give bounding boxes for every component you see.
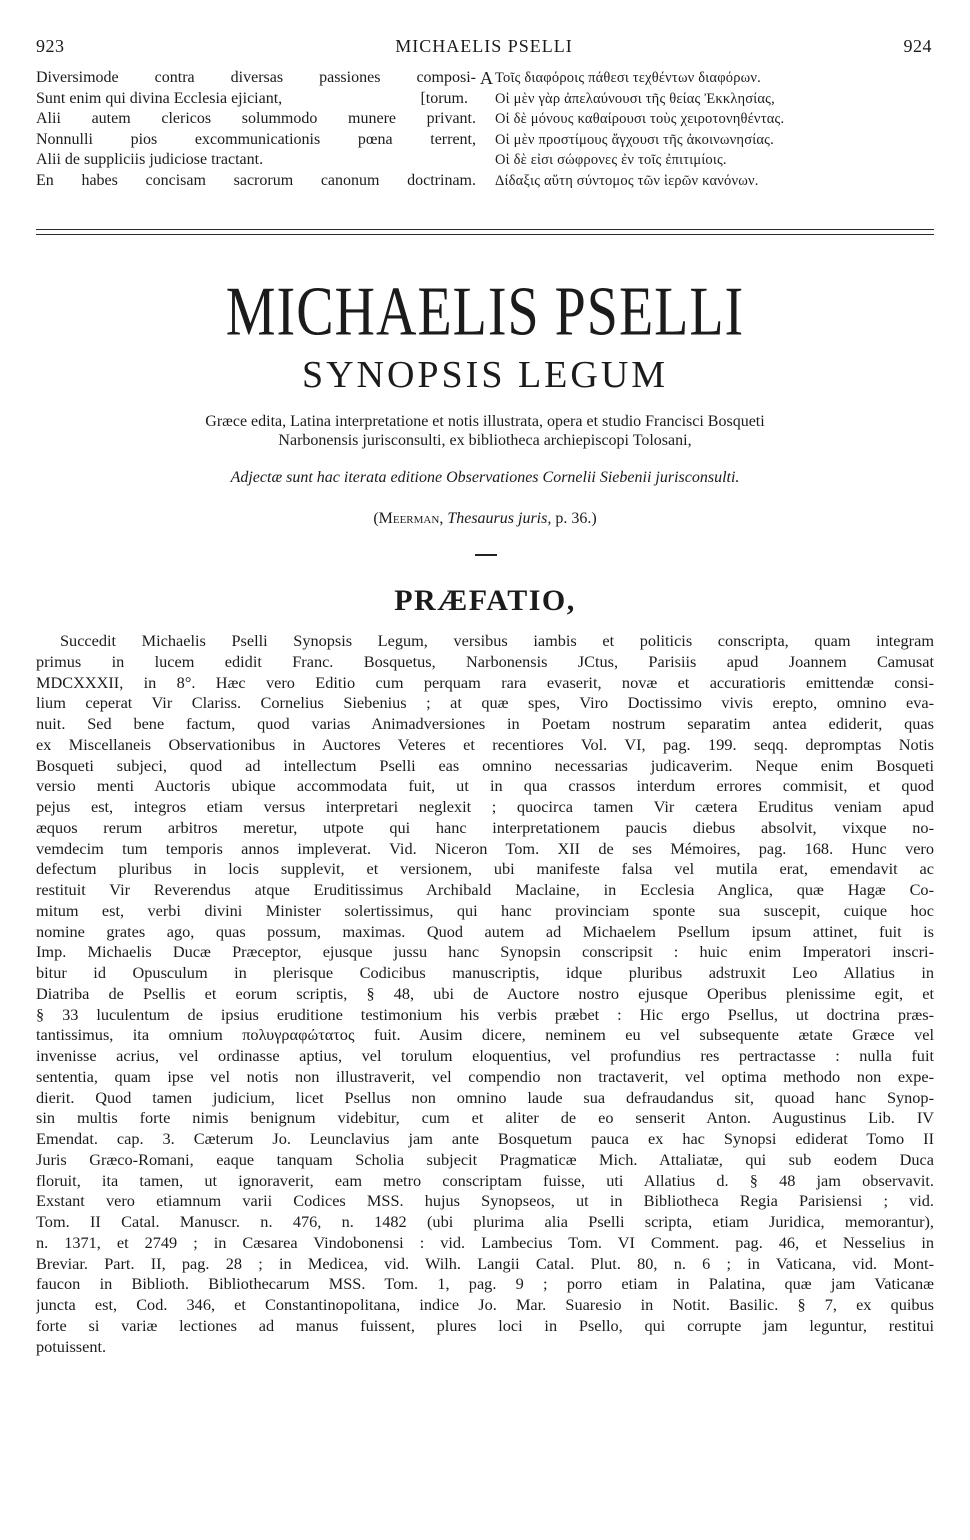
preface-text-line: pejus est, integros etiam versus interpretari neglexit ; quocirca tamen Vir cætera Eruditus veniam apud [36, 797, 934, 816]
preface-text-line: vemdecim tum temporis annos impleverat. Vid. Niceron Tom. XII de ses Mémoires, pag. 168. Hunc vero [36, 838, 934, 858]
column-marker: A [480, 68, 493, 88]
preface-text-line: Diatriba de Psellis et eorum scriptis, § 48, ubi de Auctore nostro ejusque Operibus plenissime egit, et [36, 983, 934, 1003]
running-header [36, 36, 932, 60]
preface-text-line: floruit, ita tamen, ut ignoraverit, eam metro conscriptam fuisse, uti Allatius d. § 48 jam observavit. [36, 1170, 934, 1190]
preface-text-line: defectum pluribus in locis supplevit, et versionem, ubi manifeste falsa vel mutila erat, emendavit ac [36, 859, 934, 879]
preface-text-line: potuissent. [36, 1336, 107, 1356]
preface-text-line: Bosqueti subjeci, quod ad intellectum Pselli eas omnino necessarias judicaverim. Neque enim Bosqueti [36, 755, 934, 775]
preface-text-line: Exstant vero etiamnum varii Codices MSS. hujus Synopseos, ut in Bibliotheca Regia Parisiensi ; vid. [36, 1191, 934, 1211]
preface-text-line: ex Miscellaneis Observationibus in Auctores Veteres et recentiores Vol. VI, pag. 199. seqq. depromptas Notis [36, 734, 934, 754]
source-citation: (Meerman, Thesaurus juris, p. 36.) [373, 510, 597, 527]
preface-text-line: Tom. II Catal. Manuscr. n. 476, n. 1482 (ubi plurima alia Pselli scripta, etiam Juridica, memorantur), [36, 1212, 934, 1231]
preface-text-line: nomine grates ago, quas possum, maximas. Quod autem ad Michaelem Psellum ipsum attinet, fuit is [36, 921, 934, 941]
preface-text-line: dierit. Quod tamen judicium, licet Psellus non omnino laude sua defraudandus sit, quoad hanc Synop- [36, 1087, 934, 1107]
citation-author: Meerman [378, 510, 440, 527]
greek-verse-line: Οἱ δὲ μόνους καθαίρουσι τοὺς χειροτονηθέντας. [495, 111, 785, 128]
edition-note: Adjectæ sunt hac iterata editione Observationes Cornelii Siebenii jurisconsulti. [230, 469, 740, 486]
preface-body [36, 631, 934, 1357]
preface-text-line: lium ceperat Vir Clariss. Cornelius Siebenius ; at quæ spes, Viro Doctissimo vivis erepto, omnino eva- [36, 693, 934, 713]
separator-dash [475, 554, 497, 556]
latin-verse-line: Sunt enim qui divina Ecclesia ejiciant, [torum. [36, 89, 476, 110]
latin-verse-continuation: [torum. [420, 89, 468, 107]
page-number-left: 923 [36, 36, 65, 56]
greek-verse-line: Τοῖς διαφόροις πάθεσι τεχθέντων διαφόρων. [495, 70, 761, 86]
greek-verse-column [495, 68, 935, 192]
preface-text-line: Emendat. cap. 3. Cæterum Jo. Leunclavius jam ante Bosquetum pauca ex hac Synopsi ediderat Tomo II [36, 1129, 934, 1148]
preface-text-line: tantissimus, ita omnium πολυγραφώτατος fuit. Ausim dicere, neminem eu vel subsequente ætate Græce vel [36, 1025, 934, 1045]
preface-text-line: n. 1371, et 2749 ; in Cæsarea Vindobonensi : vid. Lambecius Tom. VI Comment. pag. 46, et Nesselius in [36, 1232, 934, 1252]
preface-text-line: Juris Græco-Romani, eaque tanquam Scholia subjecit Pragmaticæ Mich. Attaliatæ, qui sub eodem Duca [36, 1149, 934, 1169]
preface-text-line: Breviar. Part. II, pag. 28 ; in Medicea, vid. Wilh. Langii Catal. Plut. 80, n. 6 ; in Vaticana, vid. Mont- [36, 1253, 934, 1273]
preface-text-line: faucon in Biblioth. Bibliothecarum MSS. Tom. 1, pag. 9 ; porro etiam in Palatina, quæ jam Vaticanæ [36, 1274, 934, 1294]
greek-verse-line: Δίδαξις αὕτη σύντομος τῶν ἱερῶν κανόνων. [495, 172, 759, 189]
preface-text-line: æquos rerum arbitros meretur, utpote qui hanc interpretationem paucis diebus absolvit, vixque no- [36, 817, 934, 837]
double-rule-bottom [36, 234, 934, 235]
section-heading: PRÆFATIO, [394, 584, 576, 617]
double-rule-top [36, 229, 934, 230]
latin-verse-column [36, 68, 476, 192]
latin-verse-line: Nonnulli pios excommunicationis pœna terrent, [36, 130, 476, 148]
citation-work: Thesaurus juris, [447, 510, 552, 527]
edition-credit-line: Narbonensis jurisconsulti, ex bibliotheca archiepiscopi Tolosani, [278, 432, 692, 449]
preface-text-line: § 33 luculentum de ipsius eruditione testimonium his verbis præbet : Hic ergo Psellus, ut doctrina præs- [36, 1004, 934, 1024]
preface-text-line: sententia, quam ipse vel notis non illustraverit, vel compendio non tractaverit, vel optima methodo non expe- [36, 1066, 934, 1086]
edition-credit [0, 412, 970, 450]
greek-verse-line: Οἱ μὲν προστίμους ἄγχουσι τῆς ἀκοινωνησίας. [495, 131, 774, 148]
latin-verse-line: Diversimode contra diversas passiones composi- [36, 69, 476, 86]
preface-text-line: Imp. Michaelis Ducæ Præceptor, ejusque jussu hanc Synopsin conscripsit : huic enim Imperatori inscri- [36, 942, 934, 962]
preface-text-line: primus in lucem edidit Franc. Bosquetus, Narbonensis JCtus, Parisiis apud Joannem Camusat [36, 651, 934, 671]
page-number-right: 924 [903, 36, 932, 56]
latin-verse-line: Alii de suppliciis judiciose tractant. [36, 151, 264, 169]
preface-text-line: forte si variæ lectiones ad manus fuissent, plures loci in Psello, qui corrupte jam leguntur, restitui [36, 1315, 934, 1335]
preface-text-line: juncta est, Cod. 346, et Constantinopolitana, indice Jo. Mar. Suaresio in Notit. Basilic. § 7, ex quibus [36, 1295, 934, 1314]
preface-text-line: sin multis forte nimis benignum videbitur, cum et aliter de eo senserit Anton. Augustinus Lib. IV [36, 1108, 934, 1128]
latin-verse-line: Alii autem clericos solummodo munere privant. [36, 110, 476, 128]
preface-text-line: versio menti Auctoris ubique accommodata fuit, ut in qua crassos interdum errores commisit, et quod [36, 776, 934, 796]
preface-text-line: MDCXXXII, in 8°. Hæc vero Editio cum perquam rara evaserit, novæ et accuratioris emittendæ consi- [36, 672, 934, 692]
work-title: MICHAELIS PSELLI [225, 273, 745, 351]
preface-text-line: Succedit Michaelis Pselli Synopsis Legum, versibus iambis et politicis conscripta, quam integram [60, 631, 934, 650]
preface-text-line: nuit. Sed bene factum, quod varias Animadversiones in Poetam nostrum separatim antea ediderit, quas [36, 714, 934, 733]
preface-text-line: mitum est, verbi divini Minister solertissimus, qui hanc provinciam sponte sua suscepit, cuique hoc [36, 900, 934, 920]
edition-credit-line: Græce edita, Latina interpretatione et notis illustrata, opera et studio Francisci Bosqueti [205, 413, 765, 430]
greek-verse-line: Οἱ δὲ εἰσι σώφρονες ἐν τοῖς ἐπιτιμίοις. [495, 152, 727, 169]
work-subtitle: SYNOPSIS LEGUM [301, 354, 669, 396]
greek-verse-line: Οἱ μὲν γὰρ ἀπελαύνουσι τῆς θείας Ἐκκλησίας, [495, 90, 775, 107]
latin-verse-line: En habes concisam sacrorum canonum doctrinam. [36, 171, 476, 189]
preface-text-line: bitur id Opusculum in plerisque Codicibus manuscriptis, idque pluribus adstruxit Leo Allatius in [36, 963, 934, 982]
preface-text-line: invenisse acrius, vel ordinasse aptius, vel torulum eloquentius, vel profundius res pertractasse : nulla fuit [36, 1046, 934, 1065]
preface-text-line: restituit Vir Reverendus atque Eruditissimus Archibald Maclaine, in Ecclesia Anglica, quæ Hagæ Co- [36, 880, 934, 899]
running-title: MICHAELIS PSELLI [395, 36, 573, 56]
